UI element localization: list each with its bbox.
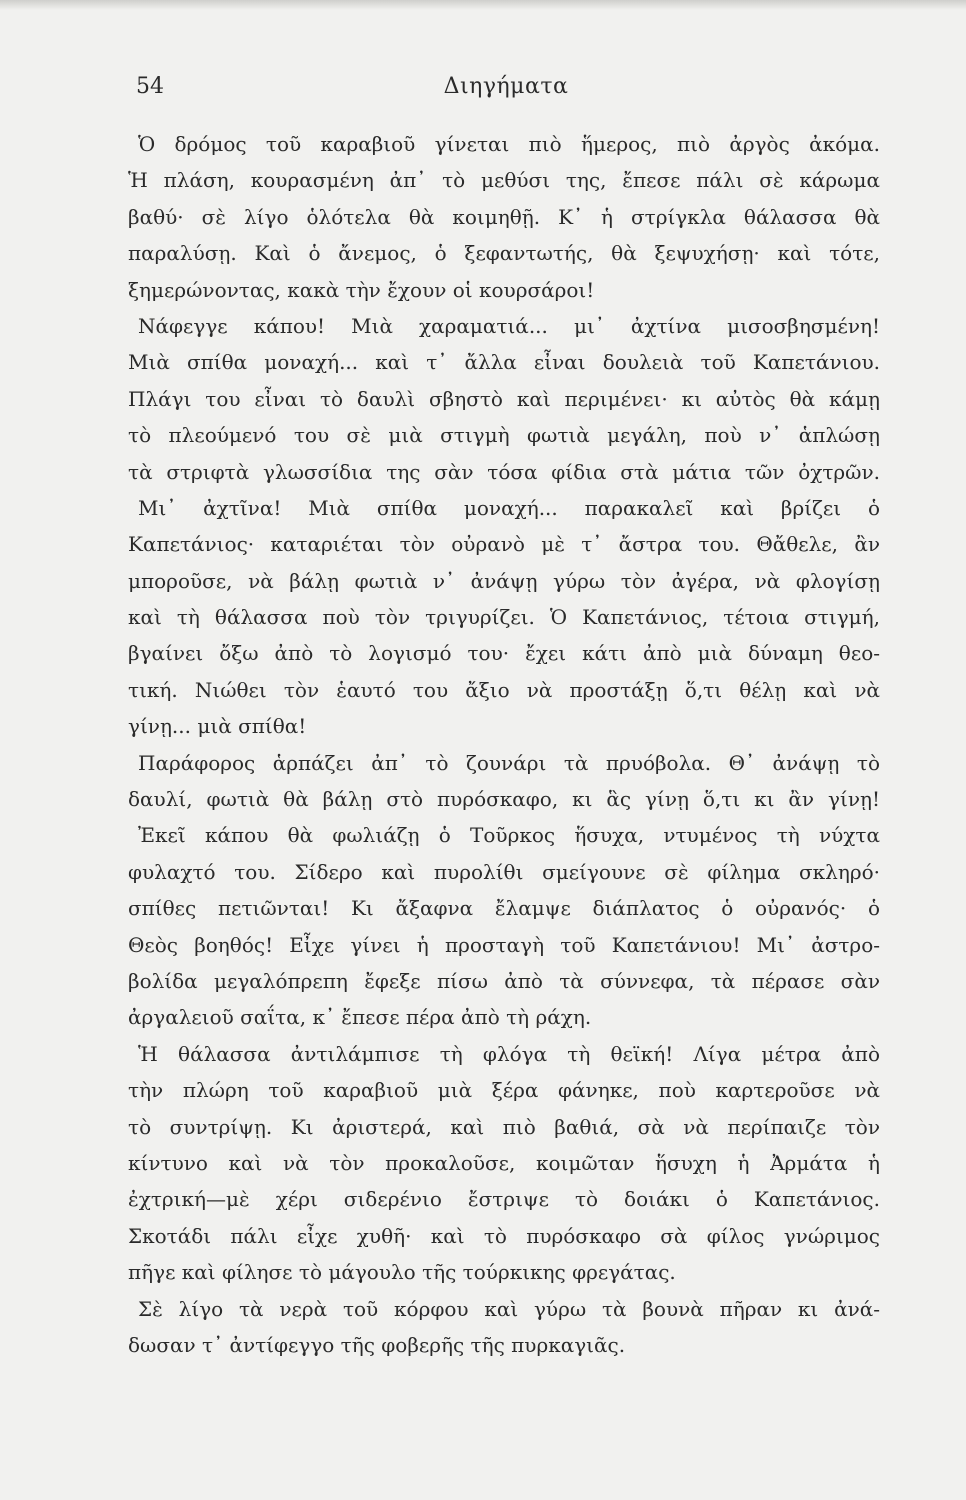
text-line: καὶ τὴ θάλασσα ποὺ τὸν τριγυρίζει. Ὁ Καπετάνιος, τέτοια στιγμή, xyxy=(128,605,880,630)
page-header xyxy=(136,74,876,104)
text-line: βγαίνει ὄξω ἀπὸ τὸ λογισμό του· ἔχει κάτι ἀπὸ μιὰ δύναμη θεο- xyxy=(128,641,880,666)
text-line: πῆγε καὶ φίλησε τὸ μάγουλο τῆς τούρκικης φρεγάτας. xyxy=(128,1260,676,1285)
text-line: παραλύσῃ. Καὶ ὁ ἄνεμος, ὁ ξεφαντωτής, θὰ ξεψυχήσῃ· καὶ τότε, xyxy=(128,241,880,266)
text-line: μποροῦσε, νὰ βάλῃ φωτιὰ ν᾽ ἀνάψῃ γύρω τὸν ἀγέρα, νὰ φλογίσῃ xyxy=(128,568,880,593)
text-line: βαθύ· σὲ λίγο ὁλότελα θὰ κοιμηθῇ. Κ᾽ ἡ στρίγκλα θάλασσα θὰ xyxy=(128,204,880,229)
text-line: ξημερώνοντας, κακὰ τὴν ἔχουν οἱ κουρσάροι! xyxy=(128,277,595,302)
page-top-edge xyxy=(0,0,966,10)
text-line: Ἐκεῖ κάπου θὰ φωλιάζῃ ὁ Τοῦρκος ἥσυχα, ντυμένος τὴ νύχτα xyxy=(138,823,880,848)
body-text xyxy=(128,126,880,1363)
text-line: ἀργαλειοῦ σαΐτα, κ᾽ ἔπεσε πέρα ἀπὸ τὴ ράχη. xyxy=(128,1005,592,1030)
text-line: τική. Νιώθει τὸν ἑαυτό του ἄξιο νὰ προστάξῃ ὅ,τι θέλῃ καὶ νὰ xyxy=(128,677,880,702)
text-line: Καπετάνιος· καταριέται τὸν οὐρανὸ μὲ τ᾽ ἄστρα του. Θἄθελε, ἂν xyxy=(128,532,880,557)
text-line: τὴν πλώρη τοῦ καραβιοῦ μιὰ ξέρα φάνηκε, ποὺ καρτεροῦσε νὰ xyxy=(128,1078,880,1103)
text-line: δωσαν τ᾽ ἀντίφεγγο τῆς φοβερῆς τῆς πυρκαγιᾶς. xyxy=(128,1332,626,1357)
text-line: Σκοτάδι πάλι εἶχε χυθῆ· καὶ τὸ πυρόσκαφο σὰ φίλος γνώριμος xyxy=(128,1223,880,1248)
text-line: Πλάγι του εἶναι τὸ δαυλὶ σβηστὸ καὶ περιμένει· κι αὐτὸς θὰ κάμῃ xyxy=(128,386,880,411)
text-line: τὰ στριφτὰ γλωσσίδια της σὰν τόσα φίδια στὰ μάτια τῶν ὀχτρῶν. xyxy=(128,459,880,484)
text-line: Ἡ πλάση, κουρασμένη ἀπ᾽ τὸ μεθύσι της, ἔπεσε πάλι σὲ κάρωμα xyxy=(128,168,880,193)
text-line: Παράφορος ἁρπάζει ἀπ᾽ τὸ ζουνάρι τὰ πρυόβολα. Θ᾽ ἀνάψῃ τὸ xyxy=(138,750,880,775)
running-title: Διηγήματα xyxy=(443,74,569,99)
text-line: Νάφεγγε κάπου! Μιὰ χαραματιά... μι᾽ ἀχτίνα μισοσβησμένη! xyxy=(138,313,880,338)
text-line: βολίδα μεγαλόπρεπη ἔφεξε πίσω ἀπὸ τὰ σύννεφα, τὰ πέρασε σὰν xyxy=(128,968,880,993)
text-line: τὸ πλεούμενό του σὲ μιὰ στιγμὴ φωτιὰ μεγάλη, ποὺ ν᾽ ἁπλώσῃ xyxy=(128,423,880,448)
text-line: γίνῃ... μιὰ σπίθα! xyxy=(128,714,307,739)
text-line: κίντυνο καὶ νὰ τὸν προκαλοῦσε, κοιμῶταν ἥσυχη ἡ Ἀρμάτα ἡ xyxy=(128,1150,880,1175)
text-line: Μι᾽ ἀχτῖνα! Μιὰ σπίθα μοναχή... παρακαλεῖ καὶ βρίζει ὁ xyxy=(138,495,880,520)
text-line: Ἡ θάλασσα ἀντιλάμπισε τὴ φλόγα τὴ θεϊκή! Λίγα μέτρα ἀπὸ xyxy=(138,1041,880,1066)
page-number: 54 xyxy=(136,74,164,99)
text-line: φυλαχτό του. Σίδερο καὶ πυρολίθι σμείγουνε σὲ φίλημα σκληρό· xyxy=(128,859,880,884)
text-line: Ὁ δρόμος τοῦ καραβιοῦ γίνεται πιὸ ἥμερος, πιὸ ἀργὸς ἀκόμα. xyxy=(138,132,880,156)
text-line: Σὲ λίγο τὰ νερὰ τοῦ κόρφου καὶ γύρω τὰ βουνὰ πῆραν κι ἀνά- xyxy=(138,1296,880,1321)
text-line: ἐχτρική—μὲ χέρι σιδερένιο ἔστριψε τὸ δοιάκι ὁ Καπετάνιος. xyxy=(128,1187,880,1212)
text-line: Μιὰ σπίθα μοναχή... καὶ τ᾽ ἄλλα εἶναι δουλειὰ τοῦ Καπετάνιου. xyxy=(128,350,880,375)
text-line: δαυλί, φωτιὰ θὰ βάλῃ στὸ πυρόσκαφο, κι ἃς γίνῃ ὅ,τι κι ἂν γίνῃ! xyxy=(128,787,880,812)
text-line: τὸ συντρίψῃ. Κι ἀριστερά, καὶ πιὸ βαθιά, σὰ νὰ περίπαιζε τὸν xyxy=(128,1114,880,1139)
text-line: σπίθες πετιῶνται! Κι ἄξαφνα ἔλαμψε διάπλατος ὁ οὐρανός· ὁ xyxy=(128,896,880,921)
text-line: Θεὸς βοηθός! Εἶχε γίνει ἡ προσταγὴ τοῦ Καπετάνιου! Μι᾽ ἀστρο- xyxy=(128,932,880,957)
